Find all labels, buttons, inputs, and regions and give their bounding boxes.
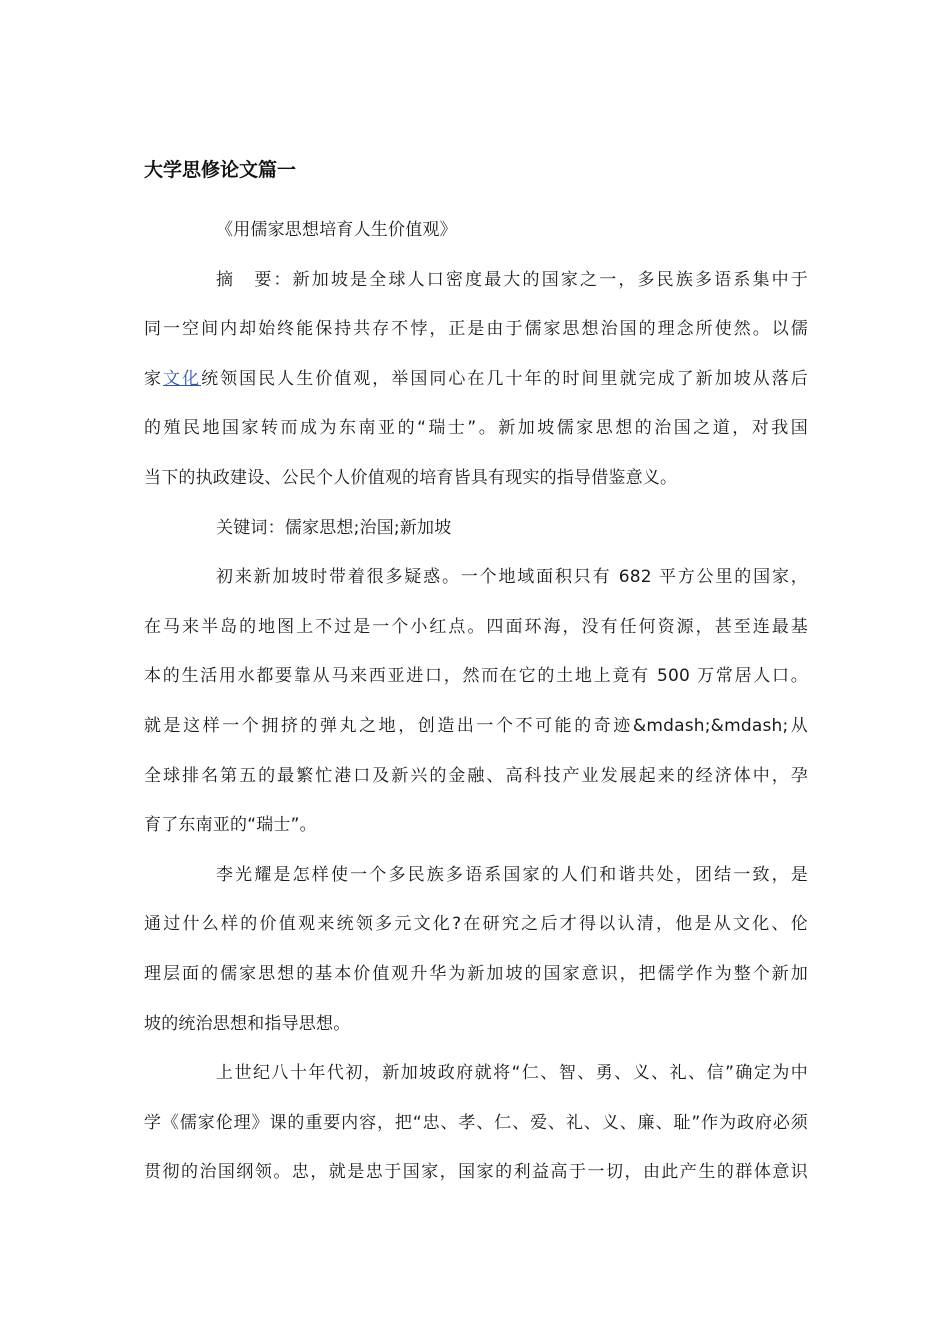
abstract-line-5: 当下的执政建设、公民个人价值观的培育皆具有现实的指导借鉴意义。 [144,467,678,488]
paragraph-1-line-3: 本的生活用水都要靠从马来西亚进口，然而在它的土地上竟有 500 万常居人口。 [144,666,808,687]
paragraph-2-line-4: 坡的统治思想和指导思想。 [144,1013,351,1034]
paragraph-1-line-2: 在马来半岛的地图上不过是一个小红点。四面环海，没有任何资源，甚至连最基 [144,616,808,637]
paragraph-1-line-6: 育了东南亚的“瑞士”。 [144,815,317,836]
paragraph-3-line-1: 上世纪八十年代初，新加坡政府就将“仁、智、勇、义、礼、信”确定为中 [216,1063,808,1084]
paragraph-1-line-4: 就是这样一个拥挤的弹丸之地，创造出一个不可能的奇迹&mdash;&mdash;从 [144,715,808,736]
keywords-line: 关键词：儒家思想;治国;新加坡 [216,517,452,538]
paragraph-3-line-2: 学《儒家伦理》课的重要内容，把“忠、孝、仁、爱、礼、义、廉、耻”作为政府必须 [144,1112,808,1133]
essay-title: 《用儒家思想培育人生价值观》 [216,220,457,240]
paragraph-1-line-1: 初来新加坡时带着很多疑惑。一个地域面积只有 682 平方公里的国家， [216,567,808,588]
abstract-line-3-start: 家 [144,368,164,389]
culture-link[interactable]: 文化 [163,368,202,389]
document-title: 大学思修论文篇一 [144,159,297,181]
abstract-line-4: 的殖民地国家转而成为东南亚的“瑞士”。新加坡儒家思想的治国之道，对我国 [144,418,808,439]
abstract-line-3 [144,355,808,405]
paragraph-2-line-3: 理层面的儒家思想的基本价值观升华为新加坡的国家意识，把儒学作为整个新加 [144,963,808,984]
document-body [144,150,808,1198]
paragraph-2-line-1: 李光耀是怎样使一个多民族多语系国家的人们和谐共处，团结一致，是 [216,864,808,885]
abstract-line-3-end: 统领国民人生价值观，举国同心在几十年的时间里就完成了新加坡从落后 [201,368,808,389]
paragraph-1-line-5: 全球排名第五的最繁忙港口及新兴的金融、高科技产业发展起来的经济体中，孕 [144,765,808,786]
abstract-line-1: 摘 要：新加坡是全球人口密度最大的国家之一，多民族多语系集中于 [216,269,808,290]
paragraph-3-line-3: 贯彻的治国纲领。忠，就是忠于国家，国家的利益高于一切，由此产生的群体意识 [144,1162,808,1183]
paragraph-2-line-2: 通过什么样的价值观来统领多元文化?在研究之后才得以认清，他是从文化、伦 [144,914,808,935]
abstract-line-2: 同一空间内却始终能保持共存不悖，正是由于儒家思想治国的理念所使然。以儒 [144,319,808,340]
